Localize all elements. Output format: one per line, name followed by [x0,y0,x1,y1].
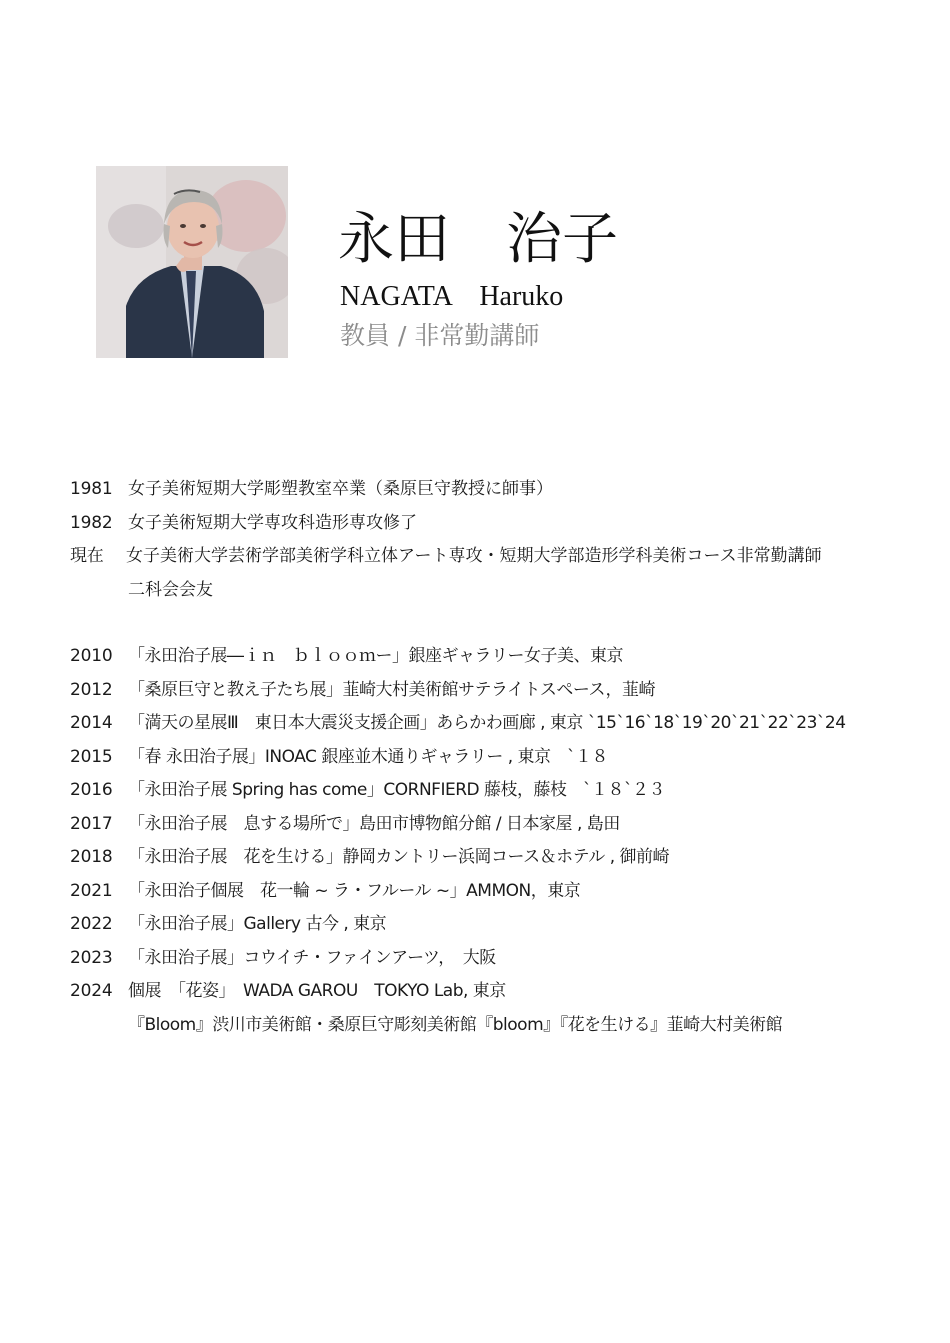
item-text: 「永田治子展 花を生ける」静岡カントリー浜岡コース＆ホテル , 御前崎 [128,847,670,867]
item-text: 「永田治子展」コウイチ・ファインアーツ， 大阪 [128,947,496,968]
item-year: 2015 [70,746,113,767]
list-item [70,841,930,875]
item-year: 2022 [70,914,113,934]
item-text: 女子美術短期大学専攻科造形専攻修了 [128,512,417,533]
item-year: 2024 [70,981,113,1001]
item-year: 2017 [70,813,113,834]
name-english: NAGATA Haruko [340,281,564,312]
item-text: 二科会会友 [128,579,213,600]
item-text: 「永田治子展 Spring has come」CORNFIERD 藤枝，藤枝 `１８`２３ [128,780,666,800]
list-item [70,875,930,909]
list-item [70,707,930,741]
list-item [70,908,930,942]
item-year: 2021 [70,880,113,901]
list-item [70,507,930,541]
item-text: 「永田治子展―ｉｎ ｂｌｏｏｍー」銀座ギャラリー女子美、東京 [128,646,623,666]
item-year: 2018 [70,847,113,867]
list-item [70,774,930,808]
portrait-illustration [96,166,288,358]
item-year: 2012 [70,679,113,700]
list-item [70,473,930,507]
item-text: 『Bloom』渋川市美術館・桑原巨守彫刻美術館『bloom』『花を生ける』韮崎大村美術館 [128,1014,783,1035]
item-text: 「永田治子展 息する場所で」島田市博物館分館 / 日本家屋 , 島田 [128,813,620,834]
item-text: 「春 永田治子展」INOAC 銀座並木通りギャラリー , 東京 `１８ [128,746,609,767]
list-item [70,1009,930,1043]
item-year: 2023 [70,947,113,968]
item-text: 「永田治子展」Gallery 古今 , 東京 [128,914,387,934]
portrait-photo [96,166,288,358]
item-text: 「満天の星展Ⅲ 東日本大震災支援企画」あらかわ画廊 , 東京 `15`16`18`19`20`21`22`23`24 [128,713,846,733]
list-item [70,540,930,574]
exhibition-list [70,640,930,1042]
item-text: 「桑原巨守と教え子たち展」韮崎大村美術館サテライトスペース，韮崎 [128,679,655,700]
name-japanese: 永田 治子 [338,207,618,272]
item-text: 女子美術大学芸術学部美術学科立体アート専攻・短期大学部造形学科美術コース非常勤講師 [126,546,822,566]
item-year: 1982 [70,512,113,533]
list-item [70,942,930,976]
role-title: 教員 / 非常勤講師 [340,321,540,350]
item-year: 2014 [70,713,113,733]
list-item [70,808,930,842]
education-list [70,473,930,607]
item-year: 1981 [70,479,113,499]
list-item [70,574,930,608]
item-year: 2010 [70,646,113,666]
list-item [70,674,930,708]
item-text: 「永田治子個展 花一輪 ~ ラ・フルール ~」AMMON，東京 [128,880,581,901]
item-year: 2016 [70,780,113,800]
item-year: 現在 [70,546,104,566]
list-item [70,741,930,775]
item-text: 女子美術短期大学彫塑教室卒業（桑原巨守教授に師事） [128,479,553,499]
list-item [70,640,930,674]
list-item [70,975,930,1009]
item-text: 個展 「花姿」 WADA GAROU TOKYO Lab, 東京 [128,981,506,1001]
